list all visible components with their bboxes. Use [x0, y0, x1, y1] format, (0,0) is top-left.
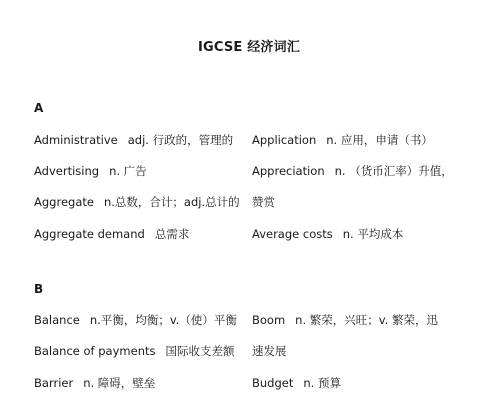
- vocab-definition: 国际收支差额: [165, 344, 235, 358]
- vocab-term: Aggregate: [34, 195, 94, 209]
- vocab-term: Balance of payments: [34, 344, 156, 358]
- vocab-term: Budget: [252, 376, 294, 390]
- vocab-entry-continuation: [252, 194, 275, 210]
- vocab-definition: n. 障碍，壁垒: [83, 376, 156, 390]
- vocab-term: Barrier: [34, 376, 74, 390]
- vocab-entry: [252, 163, 453, 179]
- vocab-entry: [252, 226, 403, 242]
- vocab-entry: [34, 375, 155, 391]
- vocab-entry: [34, 194, 240, 210]
- vocab-term: Average costs: [252, 227, 333, 241]
- vocab-entry: [34, 163, 147, 179]
- vocab-entry: [34, 312, 237, 328]
- vocab-entry: [34, 226, 189, 242]
- vocab-entry: [252, 312, 438, 328]
- vocab-term: Advertising: [34, 164, 100, 178]
- vocab-definition: 速发展: [252, 344, 287, 358]
- vocab-definition: 赞赏: [252, 195, 275, 209]
- vocab-definition: 总需求: [154, 227, 190, 241]
- vocab-definition: n. （货币汇率）升值，: [334, 164, 453, 178]
- vocab-definition: n.平衡，均衡；v.（使）平衡: [89, 313, 237, 327]
- vocab-term: Appreciation: [252, 164, 325, 178]
- vocab-definition: n. 广告: [109, 164, 147, 178]
- vocab-definition: adj. 行政的，管理的: [127, 133, 234, 147]
- vocab-term: Administrative: [34, 133, 118, 147]
- section-letter-b: B: [34, 282, 44, 296]
- vocab-entry: [34, 343, 234, 359]
- vocab-entry: [252, 132, 433, 148]
- page-title: IGCSE 经济词汇: [197, 40, 301, 55]
- vocab-definition: n. 平均成本: [342, 227, 404, 241]
- vocab-term: Boom: [252, 313, 286, 327]
- vocab-term: Application: [252, 133, 317, 147]
- vocab-term: Balance: [34, 313, 80, 327]
- vocab-definition: n. 繁荣，兴旺；v. 繁荣，迅: [295, 313, 438, 327]
- vocab-definition: n. 预算: [303, 376, 341, 390]
- vocab-definition: n.总数，合计；adj.总计的: [103, 195, 240, 209]
- vocab-entry-continuation: [252, 343, 287, 359]
- vocab-term: Aggregate demand: [34, 227, 145, 241]
- section-letter-a: A: [34, 101, 44, 115]
- vocab-entry: [252, 375, 341, 391]
- vocab-definition: n. 应用，申请（书）: [326, 133, 433, 147]
- vocab-entry: [34, 132, 233, 148]
